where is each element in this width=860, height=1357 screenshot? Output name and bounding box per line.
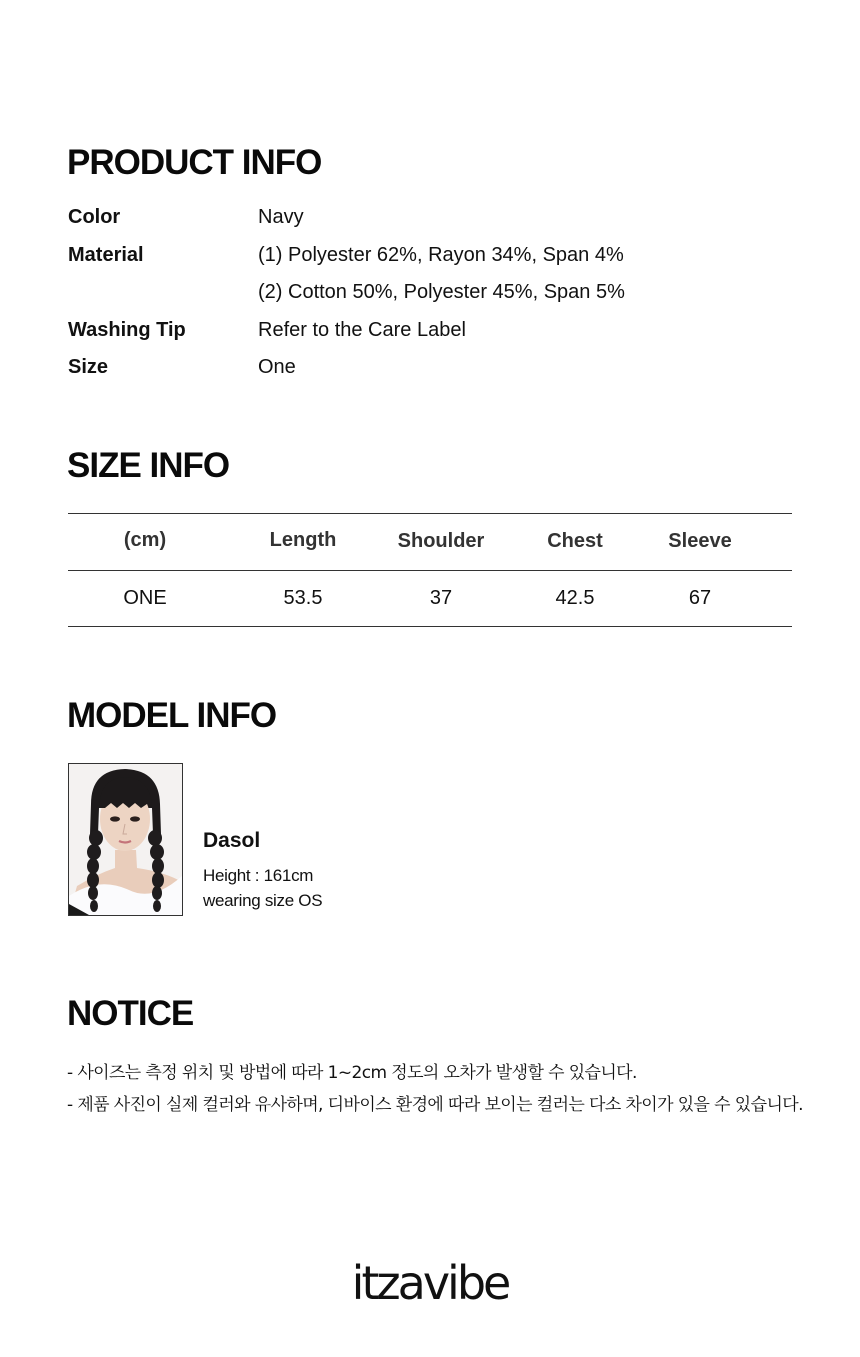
table-cell-length: 53.5 (283, 587, 323, 609)
info-key: Washing Tip (68, 319, 186, 341)
model-wearing-size: wearing size OS (203, 891, 323, 910)
info-value: Navy (258, 206, 304, 228)
info-key: Size (68, 356, 109, 378)
table-bottom-border (68, 626, 792, 627)
notice-line: - 사이즈는 측정 위치 및 방법에 따라 1~2cm 정도의 오차가 발생할 수 있습니다. (67, 1063, 637, 1083)
model-portrait-illustration (69, 764, 182, 915)
notice-line: - 제품 사진이 실제 컬러와 유사하며, 디바이스 환경에 따라 보이는 컬러는 다소 차이가 있을 수 있습니다. (67, 1095, 803, 1115)
model-info-title: MODEL INFO (67, 696, 277, 735)
table-cell-sleeve: 67 (688, 587, 712, 609)
brand-logo: itzavibe (351, 1256, 509, 1310)
info-key: Material (68, 244, 144, 266)
table-top-border (68, 513, 792, 514)
table-header-unit: (cm) (123, 529, 167, 551)
product-info-title: PRODUCT INFO (67, 143, 322, 182)
table-header-shoulder: Shoulder (397, 530, 485, 552)
info-value: One (258, 356, 296, 378)
model-photo (68, 763, 183, 916)
info-value: Refer to the Care Label (258, 319, 466, 341)
table-header-chest: Chest (547, 530, 603, 552)
size-info-title: SIZE INFO (67, 446, 230, 485)
model-name: Dasol (203, 829, 261, 852)
table-header-length: Length (269, 529, 337, 551)
table-header-border (68, 570, 792, 571)
table-cell-shoulder: 37 (429, 587, 453, 609)
info-value: (2) Cotton 50%, Polyester 45%, Span 5% (258, 281, 625, 303)
model-height: Height : 161cm (203, 866, 314, 885)
table-header-sleeve: Sleeve (668, 530, 732, 552)
notice-title: NOTICE (67, 994, 194, 1033)
table-cell-chest: 42.5 (555, 587, 595, 609)
info-key: Color (68, 206, 121, 228)
info-value: (1) Polyester 62%, Rayon 34%, Span 4% (258, 244, 624, 266)
table-cell-size: ONE (123, 587, 167, 609)
